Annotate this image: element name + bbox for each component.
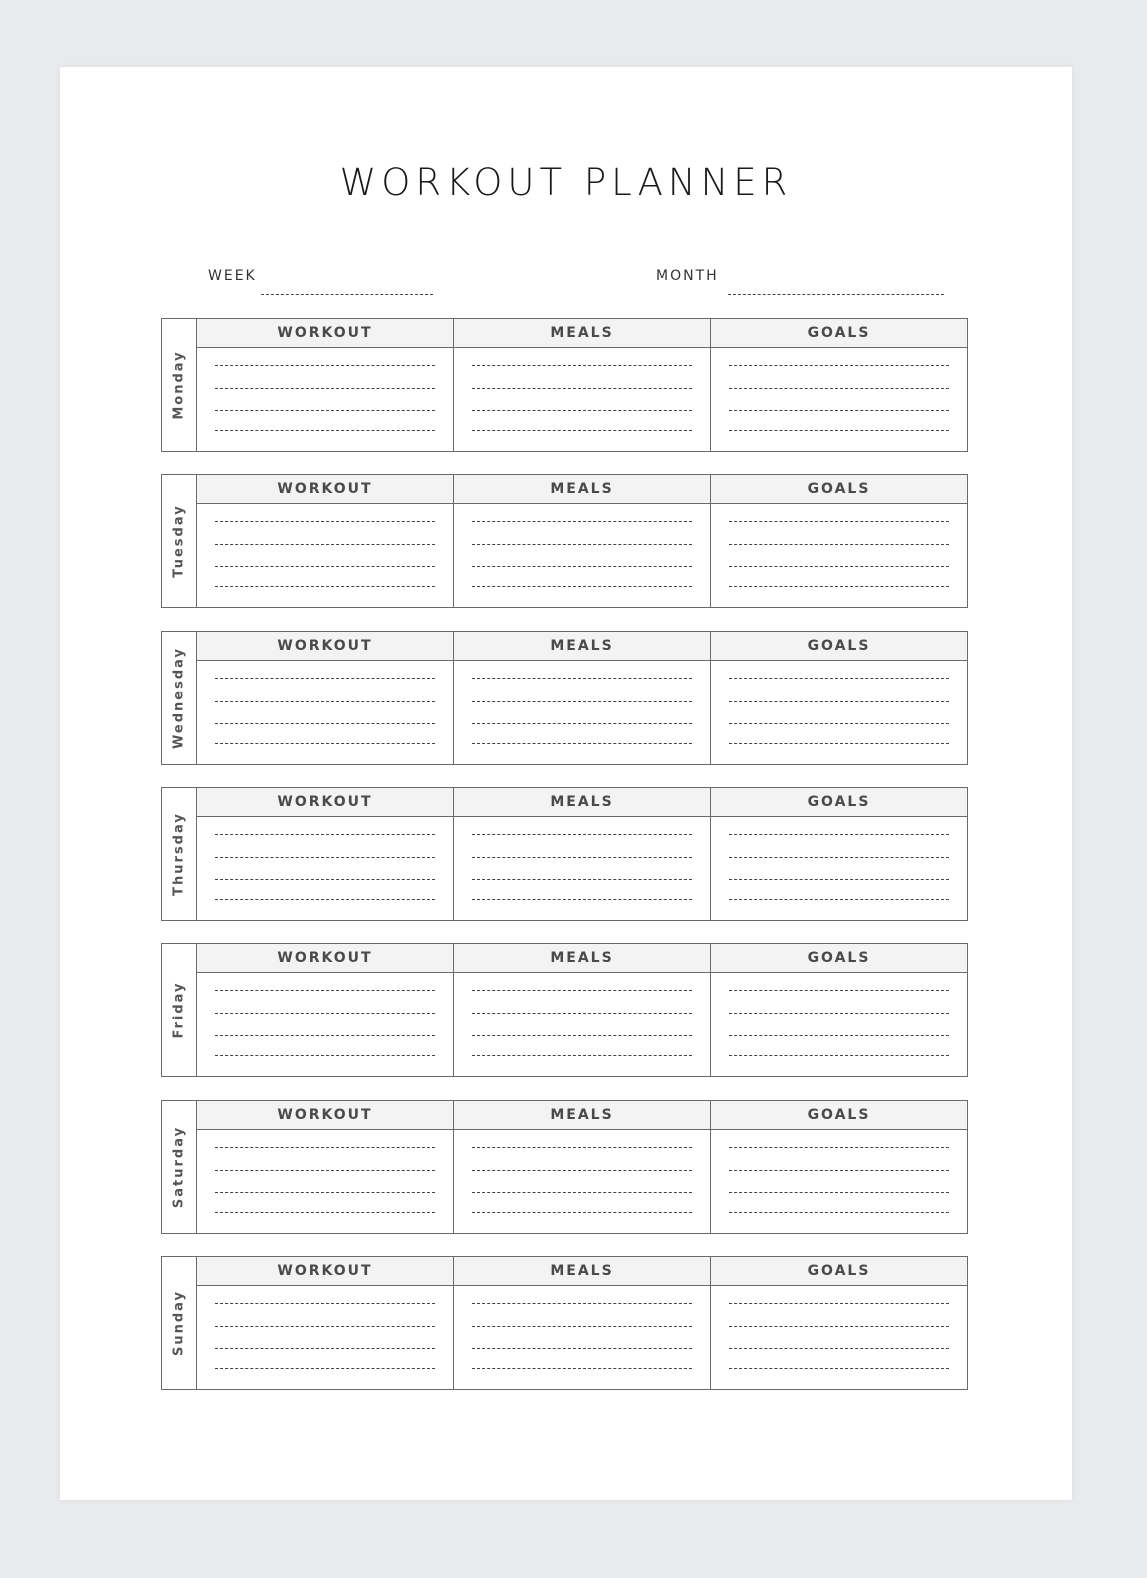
column-body [711, 661, 967, 764]
column-goals [710, 632, 967, 764]
write-line[interactable] [729, 1326, 949, 1327]
column-meals [453, 475, 710, 607]
write-line[interactable] [215, 857, 435, 858]
column-header-workout: WORKOUT [197, 319, 453, 348]
write-line[interactable] [729, 879, 949, 880]
write-line[interactable] [472, 1326, 692, 1327]
column-body [197, 817, 453, 920]
write-line[interactable] [215, 1170, 435, 1171]
write-line[interactable] [215, 1348, 435, 1349]
month-label: MONTH [656, 268, 719, 284]
column-header-goals: GOALS [711, 944, 967, 973]
column-goals [710, 788, 967, 920]
column-meals [453, 319, 710, 451]
day-columns [197, 944, 967, 1076]
write-line[interactable] [472, 586, 692, 587]
write-line[interactable] [729, 586, 949, 587]
write-line[interactable] [472, 430, 692, 431]
write-line[interactable] [215, 1192, 435, 1193]
write-line[interactable] [472, 1303, 692, 1304]
day-label-cell [162, 475, 197, 607]
write-line[interactable] [215, 879, 435, 880]
write-line[interactable] [215, 586, 435, 587]
column-body [711, 817, 967, 920]
write-line[interactable] [472, 879, 692, 880]
write-line[interactable] [729, 834, 949, 835]
write-line[interactable] [729, 1013, 949, 1014]
write-line[interactable] [472, 899, 692, 900]
write-line[interactable] [472, 743, 692, 744]
write-line[interactable] [215, 723, 435, 724]
write-line[interactable] [729, 1035, 949, 1036]
day-label-cell [162, 319, 197, 451]
write-line[interactable] [729, 1303, 949, 1304]
write-line[interactable] [729, 521, 949, 522]
write-line[interactable] [472, 1055, 692, 1056]
write-line[interactable] [472, 1170, 692, 1171]
week-label: WEEK [208, 268, 257, 284]
column-body [454, 1130, 710, 1233]
column-body [197, 661, 453, 764]
write-line[interactable] [729, 566, 949, 567]
column-header-goals: GOALS [711, 475, 967, 504]
write-line[interactable] [215, 1212, 435, 1213]
day-block-saturday [161, 1100, 968, 1234]
column-header-meals: MEALS [454, 944, 710, 973]
write-line[interactable] [472, 1348, 692, 1349]
day-label: Friday [171, 981, 187, 1039]
column-header-goals: GOALS [711, 1101, 967, 1130]
write-line[interactable] [472, 1035, 692, 1036]
write-line[interactable] [472, 521, 692, 522]
write-line[interactable] [215, 834, 435, 835]
write-line[interactable] [215, 1303, 435, 1304]
day-block-monday [161, 318, 968, 452]
day-block-sunday [161, 1256, 968, 1390]
write-line[interactable] [472, 1013, 692, 1014]
write-line[interactable] [729, 1170, 949, 1171]
column-header-meals: MEALS [454, 319, 710, 348]
column-workout [197, 475, 453, 607]
write-line[interactable] [472, 1147, 692, 1148]
write-line[interactable] [215, 701, 435, 702]
column-workout [197, 319, 453, 451]
write-line[interactable] [472, 566, 692, 567]
column-header-meals: MEALS [454, 475, 710, 504]
write-line[interactable] [472, 834, 692, 835]
write-line[interactable] [729, 857, 949, 858]
write-line[interactable] [215, 678, 435, 679]
column-header-workout: WORKOUT [197, 788, 453, 817]
column-body [711, 348, 967, 451]
write-line[interactable] [215, 365, 435, 366]
column-header-goals: GOALS [711, 788, 967, 817]
day-columns [197, 632, 967, 764]
column-meals [453, 788, 710, 920]
day-columns [197, 788, 967, 920]
write-line[interactable] [729, 388, 949, 389]
write-line[interactable] [472, 365, 692, 366]
write-line[interactable] [472, 723, 692, 724]
column-body [711, 504, 967, 607]
write-line[interactable] [729, 1348, 949, 1349]
day-label-cell [162, 1257, 197, 1389]
column-workout [197, 632, 453, 764]
column-goals [710, 944, 967, 1076]
day-block-friday [161, 943, 968, 1077]
write-line[interactable] [729, 1055, 949, 1056]
write-line[interactable] [729, 723, 949, 724]
column-header-goals: GOALS [711, 1257, 967, 1286]
column-goals [710, 475, 967, 607]
write-line[interactable] [215, 521, 435, 522]
write-line[interactable] [472, 410, 692, 411]
write-line[interactable] [215, 430, 435, 431]
column-header-workout: WORKOUT [197, 475, 453, 504]
day-label: Monday [171, 350, 187, 420]
write-line[interactable] [215, 990, 435, 991]
day-label: Sunday [171, 1289, 187, 1356]
column-header-workout: WORKOUT [197, 1101, 453, 1130]
write-line[interactable] [729, 990, 949, 991]
column-body [711, 1130, 967, 1233]
page-title: WORKOUT PLANNER [339, 161, 793, 204]
month-input-line[interactable] [728, 294, 944, 295]
column-body [454, 504, 710, 607]
day-label: Saturday [171, 1125, 187, 1208]
write-line[interactable] [472, 388, 692, 389]
column-header-meals: MEALS [454, 632, 710, 661]
write-line[interactable] [472, 678, 692, 679]
day-columns [197, 1101, 967, 1233]
column-workout [197, 944, 453, 1076]
column-body [197, 1286, 453, 1389]
column-goals [710, 319, 967, 451]
write-line[interactable] [215, 388, 435, 389]
day-label: Thursday [171, 812, 187, 896]
planner-page [60, 67, 1072, 1500]
day-block-wednesday [161, 631, 968, 765]
write-line[interactable] [729, 1212, 949, 1213]
write-line[interactable] [729, 544, 949, 545]
write-line[interactable] [215, 899, 435, 900]
column-body [454, 661, 710, 764]
column-body [454, 973, 710, 1076]
write-line[interactable] [215, 1147, 435, 1148]
write-line[interactable] [472, 1368, 692, 1369]
write-line[interactable] [215, 410, 435, 411]
day-label: Tuesday [171, 504, 187, 578]
day-label-cell [162, 1101, 197, 1233]
day-block-tuesday [161, 474, 968, 608]
column-header-workout: WORKOUT [197, 632, 453, 661]
column-body [197, 1130, 453, 1233]
write-line[interactable] [729, 678, 949, 679]
column-goals [710, 1257, 967, 1389]
week-input-line[interactable] [261, 294, 433, 295]
column-workout [197, 1101, 453, 1233]
day-columns [197, 319, 967, 451]
write-line[interactable] [472, 1212, 692, 1213]
column-header-goals: GOALS [711, 632, 967, 661]
column-meals [453, 632, 710, 764]
column-body [197, 348, 453, 451]
day-label-cell [162, 632, 197, 764]
day-columns [197, 1257, 967, 1389]
column-meals [453, 1101, 710, 1233]
write-line[interactable] [729, 430, 949, 431]
day-columns [197, 475, 967, 607]
write-line[interactable] [215, 1326, 435, 1327]
write-line[interactable] [729, 1368, 949, 1369]
write-line[interactable] [215, 566, 435, 567]
write-line[interactable] [729, 743, 949, 744]
write-line[interactable] [215, 1055, 435, 1056]
write-line[interactable] [215, 1368, 435, 1369]
write-line[interactable] [215, 743, 435, 744]
write-line[interactable] [472, 990, 692, 991]
column-meals [453, 1257, 710, 1389]
column-header-meals: MEALS [454, 1101, 710, 1130]
column-header-meals: MEALS [454, 1257, 710, 1286]
column-workout [197, 788, 453, 920]
column-body [711, 973, 967, 1076]
column-goals [710, 1101, 967, 1233]
write-line[interactable] [729, 410, 949, 411]
column-header-workout: WORKOUT [197, 1257, 453, 1286]
column-header-meals: MEALS [454, 788, 710, 817]
write-line[interactable] [215, 1035, 435, 1036]
column-header-goals: GOALS [711, 319, 967, 348]
column-body [454, 817, 710, 920]
column-body [197, 973, 453, 1076]
write-line[interactable] [472, 1192, 692, 1193]
column-body [197, 504, 453, 607]
write-line[interactable] [729, 1147, 949, 1148]
write-line[interactable] [729, 365, 949, 366]
column-body [454, 1286, 710, 1389]
write-line[interactable] [472, 544, 692, 545]
day-block-thursday [161, 787, 968, 921]
column-header-workout: WORKOUT [197, 944, 453, 973]
day-label: Wednesday [171, 646, 187, 749]
write-line[interactable] [472, 701, 692, 702]
column-meals [453, 944, 710, 1076]
write-line[interactable] [215, 544, 435, 545]
column-body [454, 348, 710, 451]
write-line[interactable] [729, 1192, 949, 1193]
write-line[interactable] [729, 899, 949, 900]
day-label-cell [162, 788, 197, 920]
write-line[interactable] [729, 701, 949, 702]
column-workout [197, 1257, 453, 1389]
write-line[interactable] [215, 1013, 435, 1014]
column-body [711, 1286, 967, 1389]
day-label-cell [162, 944, 197, 1076]
write-line[interactable] [472, 857, 692, 858]
